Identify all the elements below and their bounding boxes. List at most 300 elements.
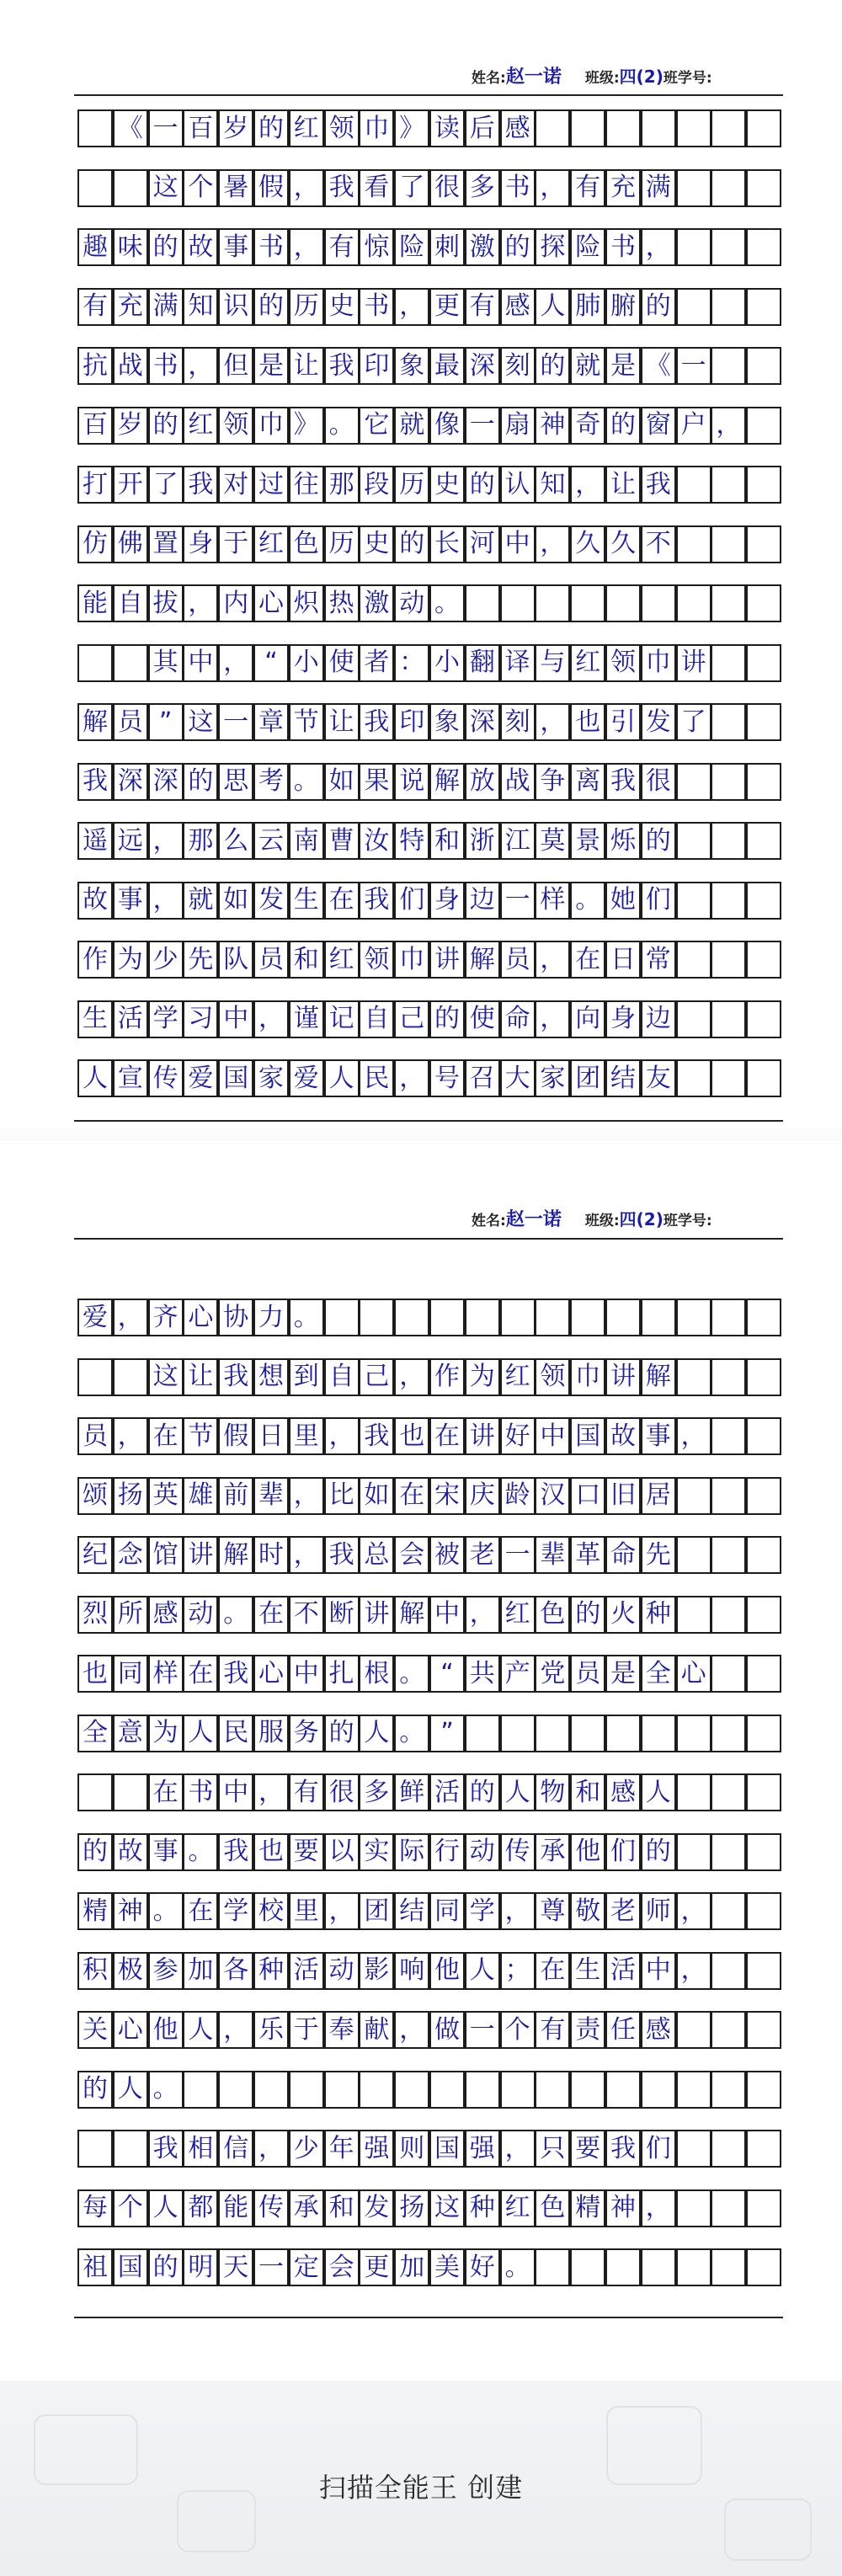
grid-cell: 争 xyxy=(535,763,570,801)
grid-cell xyxy=(641,2071,676,2109)
grid-cell: 同 xyxy=(429,1892,465,1930)
grid-cell: 江 xyxy=(500,822,536,860)
grid-cell xyxy=(535,109,570,147)
grid-row xyxy=(77,347,781,387)
class-label: 班级: xyxy=(584,70,620,87)
grid-cell: 好 xyxy=(500,1417,536,1455)
grid-cell: 》 xyxy=(394,109,429,147)
grid-cell: 于 xyxy=(218,525,253,563)
grid-cell: 和 xyxy=(324,2189,360,2227)
grid-cell xyxy=(535,2248,570,2286)
grid-cell: 发 xyxy=(359,2189,394,2227)
grid-cell xyxy=(676,941,711,979)
grid-cell: 力 xyxy=(253,1299,289,1336)
grid-cell: 活 xyxy=(113,1000,148,1038)
grid-cell: 。 xyxy=(289,763,324,801)
grid-cell xyxy=(746,584,781,622)
grid-cell xyxy=(535,1299,570,1336)
grid-cell: 就 xyxy=(394,407,429,445)
grid-cell: 里 xyxy=(289,1417,324,1455)
grid-cell xyxy=(394,1299,429,1336)
grid-row xyxy=(77,1000,781,1040)
grid-cell: 和 xyxy=(570,1773,605,1811)
grid-cell: 险 xyxy=(570,228,605,266)
grid-cell: “ xyxy=(429,1655,465,1693)
grid-cell: 节 xyxy=(289,703,324,741)
grid-cell xyxy=(113,1773,148,1811)
grid-cell: 史 xyxy=(429,466,465,504)
grid-cell: 讲 xyxy=(605,1358,641,1396)
grid-cell xyxy=(746,2189,781,2227)
grid-cell: 如 xyxy=(359,1477,394,1515)
grid-cell: 遥 xyxy=(77,822,113,860)
grid-cell xyxy=(605,2071,641,2109)
grid-cell: ， xyxy=(218,644,253,682)
grid-cell: 精 xyxy=(570,2189,605,2227)
grid-cell: 爱 xyxy=(289,1059,324,1097)
grid-cell: 发 xyxy=(253,882,289,920)
grid-cell: 这 xyxy=(148,169,184,207)
grid-cell xyxy=(535,584,570,622)
grid-cell: 激 xyxy=(359,584,394,622)
grid-cell: 汝 xyxy=(359,822,394,860)
grid-cell xyxy=(711,1952,746,1990)
grid-cell: ， xyxy=(148,822,184,860)
grid-cell: 传 xyxy=(253,2189,289,2227)
grid-cell xyxy=(711,1773,746,1811)
grid-cell: 的 xyxy=(148,2248,184,2286)
grid-cell xyxy=(746,407,781,445)
grid-cell xyxy=(253,2071,289,2109)
grid-cell: 使 xyxy=(324,644,360,682)
grid-cell: 行 xyxy=(429,1833,465,1871)
grid-cell: 的 xyxy=(465,466,500,504)
grid-cell: 讲 xyxy=(359,1596,394,1634)
grid-cell: 的 xyxy=(641,288,676,326)
grid-row xyxy=(77,2130,781,2169)
grid-cell: 日 xyxy=(605,941,641,979)
grid-cell xyxy=(218,2071,253,2109)
grid-cell xyxy=(711,1892,746,1930)
grid-row xyxy=(77,1773,781,1813)
grid-cell: 段 xyxy=(359,466,394,504)
grid-cell: 中 xyxy=(183,644,218,682)
grid-cell: 的 xyxy=(183,763,218,801)
grid-cell: 自 xyxy=(113,584,148,622)
grid-cell: 思 xyxy=(218,763,253,801)
grid-cell: 只 xyxy=(535,2130,570,2168)
grid-cell: 书 xyxy=(183,1773,218,1811)
grid-cell: 解 xyxy=(641,1358,676,1396)
grid-cell xyxy=(641,1299,676,1336)
grid-cell xyxy=(359,1299,394,1336)
grid-cell xyxy=(641,2248,676,2286)
grid-cell: 少 xyxy=(148,941,184,979)
grid-cell: 深 xyxy=(113,763,148,801)
page-1-bottom-rule xyxy=(74,1120,783,1122)
grid-cell: 历 xyxy=(289,288,324,326)
grid-cell: 身 xyxy=(429,882,465,920)
grid-cell: ， xyxy=(324,1417,360,1455)
grid-cell: 的 xyxy=(148,228,184,266)
grid-cell xyxy=(324,2071,360,2109)
grid-cell: 口 xyxy=(570,1477,605,1515)
grid-cell: 很 xyxy=(641,763,676,801)
grid-cell: 宣 xyxy=(113,1059,148,1097)
grid-cell: 往 xyxy=(289,466,324,504)
grid-cell: 的 xyxy=(465,1773,500,1811)
grid-cell: 活 xyxy=(289,1952,324,1990)
grid-cell xyxy=(746,525,781,563)
grid-cell xyxy=(465,584,500,622)
grid-cell: 但 xyxy=(218,347,253,385)
grid-cell: 刺 xyxy=(429,228,465,266)
grid-cell: 很 xyxy=(324,1773,360,1811)
grid-cell: 了 xyxy=(148,466,184,504)
grid-cell: 人 xyxy=(77,1059,113,1097)
grid-cell xyxy=(77,169,113,207)
grid-cell xyxy=(570,1299,605,1336)
grid-cell: 小 xyxy=(289,644,324,682)
grid-cell xyxy=(746,1892,781,1930)
grid-cell: ， xyxy=(535,169,570,207)
grid-cell xyxy=(500,1299,536,1336)
grid-cell: 有 xyxy=(324,228,360,266)
grid-cell xyxy=(500,584,536,622)
grid-cell: 神 xyxy=(605,2189,641,2227)
grid-cell: 久 xyxy=(570,525,605,563)
grid-cell: 充 xyxy=(113,288,148,326)
essay-page-2 xyxy=(0,1141,842,2381)
grid-cell xyxy=(324,1299,360,1336)
grid-cell xyxy=(676,1477,711,1515)
grid-cell: 历 xyxy=(394,466,429,504)
grid-cell: ， xyxy=(500,2130,536,2168)
grid-cell: 宋 xyxy=(429,1477,465,1515)
grid-cell: 强 xyxy=(359,2130,394,2168)
grid-cell: 时 xyxy=(253,1536,289,1574)
grid-cell: 在 xyxy=(148,1773,184,1811)
grid-cell: 更 xyxy=(359,2248,394,2286)
name-label: 姓名: xyxy=(472,70,506,87)
grid-cell: 开 xyxy=(113,466,148,504)
grid-cell xyxy=(711,466,746,504)
grid-cell xyxy=(676,882,711,920)
grid-cell: 的 xyxy=(77,2071,113,2109)
grid-cell: 在 xyxy=(183,1655,218,1693)
grid-cell: 队 xyxy=(218,941,253,979)
grid-cell: 不 xyxy=(289,1596,324,1634)
grid-cell xyxy=(676,584,711,622)
grid-cell: 心 xyxy=(113,2011,148,2049)
grid-cell xyxy=(676,1715,711,1752)
grid-cell: 肺 xyxy=(570,288,605,326)
grid-cell: 习 xyxy=(183,1000,218,1038)
grid-cell: 物 xyxy=(535,1773,570,1811)
grid-cell xyxy=(465,1715,500,1752)
grid-cell: 奉 xyxy=(324,2011,360,2049)
grid-cell: ， xyxy=(500,1892,536,1930)
page-2-top-rule xyxy=(74,1238,783,1240)
grid-cell: 人 xyxy=(465,1952,500,1990)
grid-cell: 友 xyxy=(641,1059,676,1097)
grid-cell: 一 xyxy=(500,882,536,920)
grid-cell xyxy=(746,347,781,385)
grid-cell: 解 xyxy=(218,1536,253,1574)
grid-cell: 多 xyxy=(359,1773,394,1811)
scanner-footer xyxy=(0,2381,842,2576)
grid-cell: 结 xyxy=(605,1059,641,1097)
grid-cell xyxy=(676,1059,711,1097)
grid-cell: 一 xyxy=(676,347,711,385)
grid-cell: 在 xyxy=(570,941,605,979)
grid-cell: 根 xyxy=(359,1655,394,1693)
grid-row xyxy=(77,2011,781,2051)
grid-cell xyxy=(394,2071,429,2109)
grid-cell xyxy=(711,941,746,979)
grid-cell xyxy=(711,228,746,266)
grid-cell xyxy=(746,822,781,860)
grid-row xyxy=(77,466,781,505)
grid-cell xyxy=(711,644,746,682)
grid-cell: 。 xyxy=(218,1596,253,1634)
grid-cell: 不 xyxy=(641,525,676,563)
grid-cell: 巾 xyxy=(359,109,394,147)
grid-row xyxy=(77,407,781,446)
grid-cell: 使 xyxy=(465,1000,500,1038)
grid-cell: 全 xyxy=(77,1715,113,1752)
grid-cell xyxy=(465,2071,500,2109)
grid-cell: 颂 xyxy=(77,1477,113,1515)
grid-cell: 辈 xyxy=(253,1477,289,1515)
grid-cell: 历 xyxy=(324,525,360,563)
grid-cell: 员 xyxy=(253,941,289,979)
grid-cell: 明 xyxy=(183,2248,218,2286)
grid-cell: 先 xyxy=(641,1536,676,1574)
grid-cell xyxy=(746,1299,781,1336)
grid-row xyxy=(77,1952,781,1992)
grid-cell: “ xyxy=(253,644,289,682)
grid-cell xyxy=(746,1000,781,1038)
grid-cell xyxy=(746,1417,781,1455)
grid-cell xyxy=(113,1358,148,1396)
grid-cell xyxy=(77,1358,113,1396)
grid-cell: 际 xyxy=(394,1833,429,1871)
grid-cell: 动 xyxy=(394,584,429,622)
grid-cell: ， xyxy=(676,1892,711,1930)
class-value: 四(2) xyxy=(619,67,663,87)
grid-cell: 为 xyxy=(465,1358,500,1396)
grid-cell xyxy=(746,169,781,207)
grid-cell: 同 xyxy=(113,1655,148,1693)
grid-cell xyxy=(465,1299,500,1336)
grid-cell: 曹 xyxy=(324,822,360,860)
grid-cell: 。 xyxy=(429,584,465,622)
grid-cell xyxy=(711,2130,746,2168)
grid-cell: 在 xyxy=(324,882,360,920)
grid-cell xyxy=(359,2071,394,2109)
grid-cell: 人 xyxy=(641,1773,676,1811)
grid-cell: 红 xyxy=(570,644,605,682)
grid-cell: 心 xyxy=(253,1655,289,1693)
grid-cell: 以 xyxy=(324,1833,360,1871)
grid-cell: 解 xyxy=(77,703,113,741)
grid-cell: 其 xyxy=(148,644,184,682)
grid-cell: 全 xyxy=(641,1655,676,1693)
grid-cell: 讲 xyxy=(183,1536,218,1574)
grid-cell: 巾 xyxy=(570,1358,605,1396)
grid-cell: 一 xyxy=(148,109,184,147)
grid-cell: ， xyxy=(535,703,570,741)
grid-cell: 总 xyxy=(359,1536,394,1574)
grid-cell: 种 xyxy=(465,2189,500,2227)
grid-cell xyxy=(711,169,746,207)
grid-cell: 在 xyxy=(429,1417,465,1455)
grid-cell: 实 xyxy=(359,1833,394,1871)
grid-cell: 像 xyxy=(429,407,465,445)
grid-cell: 翻 xyxy=(465,644,500,682)
grid-cell xyxy=(711,1059,746,1097)
grid-cell xyxy=(676,2071,711,2109)
grid-row xyxy=(77,1477,781,1517)
grid-cell: 岁 xyxy=(218,109,253,147)
grid-cell xyxy=(77,644,113,682)
grid-cell: 知 xyxy=(183,288,218,326)
grid-cell: 们 xyxy=(605,1833,641,1871)
grid-cell: 动 xyxy=(465,1833,500,1871)
grid-cell: 极 xyxy=(113,1952,148,1990)
grid-cell: 们 xyxy=(641,2130,676,2168)
grid-cell: 一 xyxy=(465,407,500,445)
grid-cell: 能 xyxy=(218,2189,253,2227)
grid-cell: 我 xyxy=(218,1833,253,1871)
grid-cell: 身 xyxy=(183,525,218,563)
grid-cell xyxy=(711,109,746,147)
grid-cell xyxy=(711,2071,746,2109)
grid-cell: 它 xyxy=(359,407,394,445)
grid-cell: 假 xyxy=(253,169,289,207)
grid-cell: 领 xyxy=(605,644,641,682)
grid-cell xyxy=(746,1715,781,1752)
grid-cell xyxy=(746,1833,781,1871)
grid-cell xyxy=(676,2248,711,2286)
grid-cell xyxy=(746,1773,781,1811)
grid-cell: 人 xyxy=(324,1059,360,1097)
grid-cell: 那 xyxy=(183,822,218,860)
grid-cell: 。 xyxy=(183,1833,218,1871)
grid-cell xyxy=(746,228,781,266)
grid-cell: 于 xyxy=(289,2011,324,2049)
grid-cell: 。 xyxy=(394,1715,429,1752)
grid-cell: 者 xyxy=(359,644,394,682)
grid-cell: 前 xyxy=(218,1477,253,1515)
grid-cell: 。 xyxy=(148,2071,184,2109)
grid-cell: 是 xyxy=(605,1655,641,1693)
grid-cell: 了 xyxy=(394,169,429,207)
page-2-bottom-rule xyxy=(74,2317,783,2318)
grid-cell: 趣 xyxy=(77,228,113,266)
grid-cell xyxy=(676,2130,711,2168)
grid-cell xyxy=(605,1715,641,1752)
grid-cell: 中 xyxy=(641,1952,676,1990)
grid-cell xyxy=(570,109,605,147)
grid-cell: 红 xyxy=(500,1596,536,1634)
grid-cell: 我 xyxy=(218,1358,253,1396)
grid-cell: 加 xyxy=(183,1952,218,1990)
grid-cell: 师 xyxy=(641,1892,676,1930)
grid-cell: 红 xyxy=(183,407,218,445)
grid-cell: 事 xyxy=(641,1417,676,1455)
grid-cell: 让 xyxy=(605,466,641,504)
grid-cell: 》 xyxy=(289,407,324,445)
grid-cell: 景 xyxy=(570,822,605,860)
grid-cell: ， xyxy=(465,1596,500,1634)
grid-cell: 老 xyxy=(605,1892,641,1930)
grid-cell: ， xyxy=(113,1299,148,1336)
grid-cell xyxy=(711,1477,746,1515)
grid-cell xyxy=(535,2071,570,2109)
grid-cell: 和 xyxy=(289,941,324,979)
grid-cell: 年 xyxy=(324,2130,360,2168)
grid-cell xyxy=(77,1773,113,1811)
grid-cell xyxy=(746,763,781,801)
grid-cell: 人 xyxy=(183,1715,218,1752)
grid-cell: 腑 xyxy=(605,288,641,326)
grid-cell: 他 xyxy=(429,1952,465,1990)
grid-cell xyxy=(641,109,676,147)
grid-row xyxy=(77,1655,781,1694)
grid-cell: 。 xyxy=(500,2248,536,2286)
grid-cell: 学 xyxy=(148,1000,184,1038)
grid-cell: 他 xyxy=(148,2011,184,2049)
grid-row xyxy=(77,228,781,268)
grid-cell: 雄 xyxy=(183,1477,218,1515)
grid-cell: 的 xyxy=(605,407,641,445)
grid-cell xyxy=(711,1596,746,1634)
grid-cell: 书 xyxy=(605,228,641,266)
grid-cell: 关 xyxy=(77,2011,113,2049)
grid-cell: 象 xyxy=(429,703,465,741)
grid-cell xyxy=(711,703,746,741)
grid-cell: ， xyxy=(253,1000,289,1038)
grid-cell: 有 xyxy=(535,2011,570,2049)
grid-cell: 在 xyxy=(394,1477,429,1515)
grid-cell: 最 xyxy=(429,347,465,385)
grid-cell: 他 xyxy=(570,1833,605,1871)
grid-cell: ， xyxy=(641,2189,676,2227)
grid-cell: 团 xyxy=(570,1059,605,1097)
grid-cell xyxy=(676,763,711,801)
grid-cell: 日 xyxy=(253,1417,289,1455)
grid-cell: 扬 xyxy=(394,2189,429,2227)
grid-cell: 讲 xyxy=(676,644,711,682)
grid-cell: 我 xyxy=(359,1417,394,1455)
grid-cell xyxy=(676,169,711,207)
class-value: 四(2) xyxy=(619,1209,663,1229)
grid-cell: 史 xyxy=(359,525,394,563)
grid-cell: 她 xyxy=(605,882,641,920)
grid-cell: 每 xyxy=(77,2189,113,2227)
grid-cell xyxy=(711,288,746,326)
grid-cell: 员 xyxy=(113,703,148,741)
grid-cell xyxy=(429,1299,465,1336)
grid-cell: 命 xyxy=(500,1000,536,1038)
grid-cell: 我 xyxy=(183,466,218,504)
grid-cell: 解 xyxy=(394,1596,429,1634)
grid-cell: 译 xyxy=(500,644,536,682)
grid-cell: 任 xyxy=(605,2011,641,2049)
grid-row xyxy=(77,1417,781,1457)
